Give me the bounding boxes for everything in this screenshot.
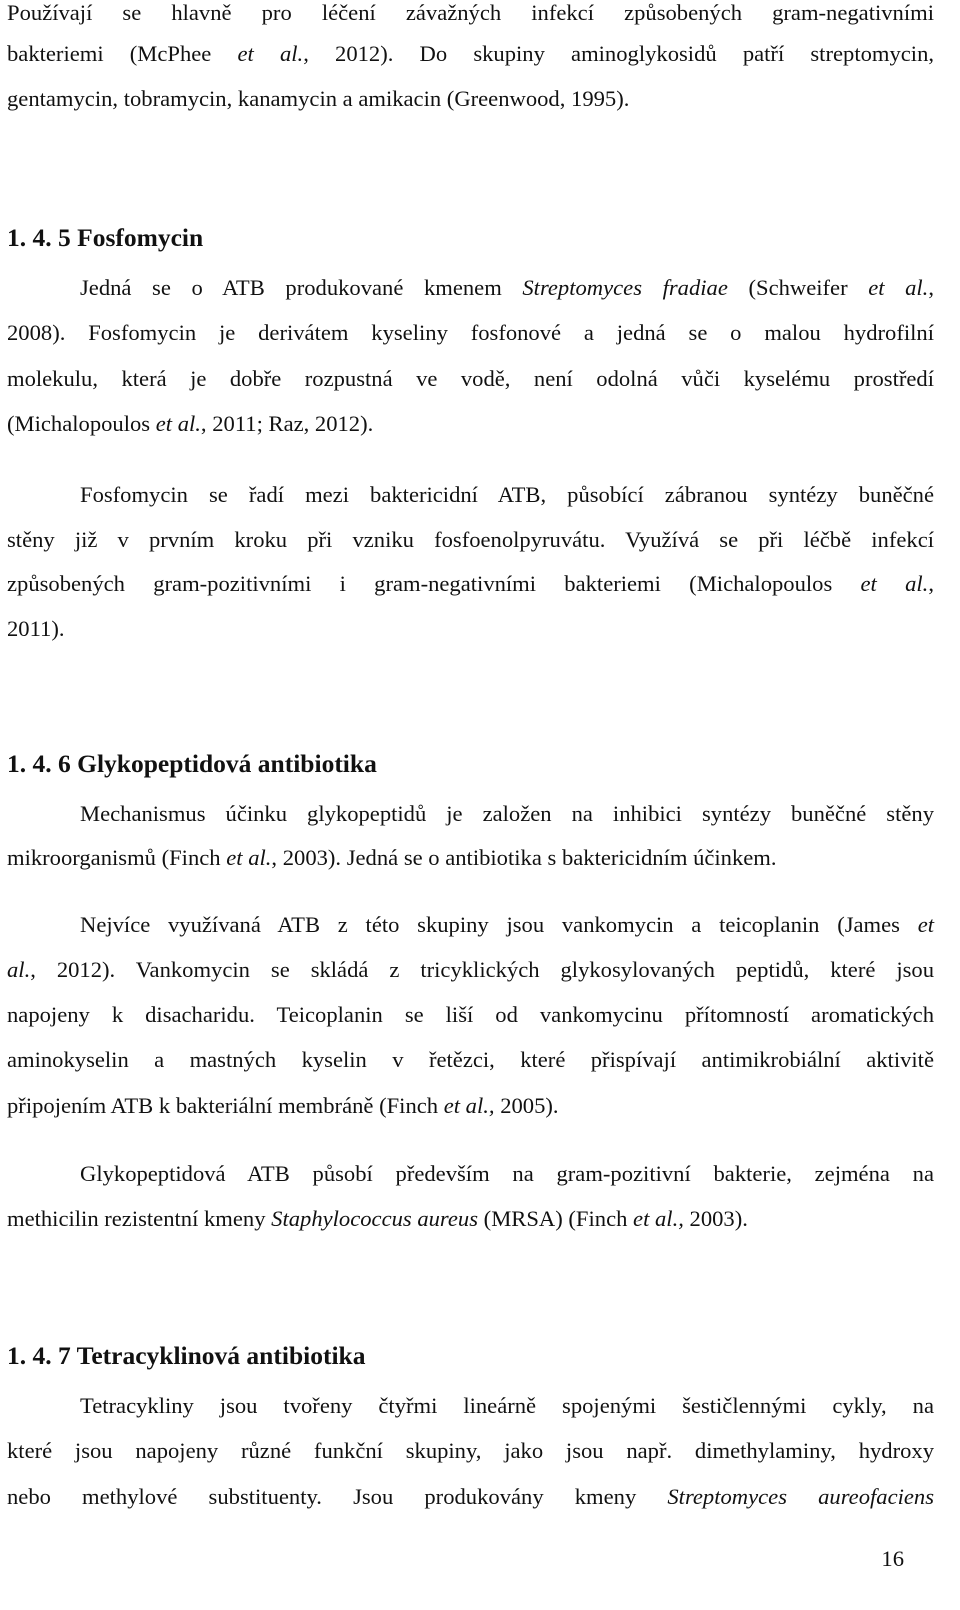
text-line [80,1393,934,1419]
citation-etal: et al. [237,41,304,66]
text: připojením ATB k bakteriální membráně (Finch [7,1093,444,1118]
text: mikroorganismů (Finch [7,845,227,870]
section-heading-glykopeptidova: 1. 4. 6 Glykopeptidová antibiotika [7,749,377,778]
text: 2005). [494,1093,559,1118]
citation-etal: et al., [633,1206,684,1231]
text-line [80,912,934,938]
text-line [7,1002,934,1028]
text: které jsou napojeny různé funkční skupiny, jako jsou např. dimethylaminy, hydroxy [7,1438,934,1463]
text-line [7,1438,934,1464]
text-line [80,275,934,301]
text-line [7,411,934,437]
species-name: Staphylococcus aureus [271,1206,479,1231]
text-line [7,845,934,871]
text: Používají se hlavně pro léčení závažných infekcí způsobených gram-negativními [7,0,934,25]
citation-etal: et al. [226,845,272,870]
text-line [7,957,934,983]
text: , 2011; Raz, 2012). [200,411,374,436]
text: nebo methylové substituenty. Jsou produkovány kmeny [7,1484,668,1509]
text-line [7,86,934,112]
text-line [7,1093,934,1119]
citation-etal: et al., [443,1093,495,1118]
section-heading-tetracyklinova: 1. 4. 7 Tetracyklinová antibiotika [7,1341,366,1370]
text: způsobených gram-pozitivními i gram-negativními bakteriemi (Michalopoulos [7,571,861,596]
text: gentamycin, tobramycin, kanamycin a amikacin (Greenwood, 1995). [7,86,630,111]
text: , [928,275,934,300]
text-line [7,41,934,67]
text: , 2003). Jedná se o antibiotika s baktericidním účinkem. [271,845,777,870]
text: Glykopeptidová ATB působí především na gram-pozitivní bakterie, zejména na [80,1161,934,1186]
text-line [7,616,934,642]
text: Fosfomycin se řadí mezi baktericidní ATB, působící zábranou syntézy buněčné [80,482,934,507]
text: molekulu, která je dobře rozpustná ve vodě, není odolná vůči kyselému prostředí [7,366,934,391]
text-line [7,527,934,553]
text: , [928,571,934,596]
text: Mechanismus účinku glykopeptidů je založen na inhibici syntézy buněčné stěny [80,801,934,826]
text: (MRSA) (Finch [478,1206,634,1231]
text: aminokyselin a mastných kyselin v řetězci, které přispívají antimikrobiální aktivitě [7,1047,934,1072]
text: , 2012). Do skupiny aminoglykosidů patří streptomycin, [303,41,935,66]
citation-etal: et al. [155,411,201,436]
page-number: 16 [881,1546,904,1571]
text-line [7,0,934,26]
text-line [7,1484,934,1510]
citation-etal: et al. [860,571,929,596]
text-line [7,571,934,597]
citation-etal: et al. [868,275,929,300]
text-line [80,801,934,827]
text-line [7,320,934,346]
text: 2011). [7,616,65,641]
text: Jedná se o ATB produkované kmenem [80,275,523,300]
document-page [7,0,934,1610]
text: napojeny k disacharidu. Teicoplanin se liší od vankomycinu přítomností aromatických [7,1002,934,1027]
text: , 2012). Vankomycin se skládá z tricyklických glykosylovaných peptidů, které jsou [30,957,934,982]
text: Nejvíce využívaná ATB z této skupiny jsou vankomycin a teicoplanin (James [80,912,918,937]
text: (Michalopoulos [7,411,156,436]
text: bakteriemi (McPhee [7,41,238,66]
text: stěny již v prvním kroku při vzniku fosfoenolpyruvátu. Využívá se při léčbě infekcí [7,527,934,552]
species-name: Streptomyces aureofaciens [667,1484,934,1509]
text: Tetracykliny jsou tvořeny čtyřmi lineárně spojenými šestičlennými cykly, na [80,1393,934,1418]
text-line [80,482,934,508]
text: methicilin rezistentní kmeny [7,1206,272,1231]
text-line [7,1206,934,1232]
text-line [7,366,934,392]
citation-etal: al. [7,957,31,982]
text: (Schweifer [727,275,869,300]
text-line [7,1047,934,1073]
species-name: Streptomyces fradiae [522,275,728,300]
text: 2003). [683,1206,748,1231]
text: 2008). Fosfomycin je derivátem kyseliny fosfonové a jedná se o malou hydrofilní [7,320,934,345]
citation-etal: et [917,912,934,937]
section-heading-fosfomycin: 1. 4. 5 Fosfomycin [7,223,204,252]
text-line [80,1161,934,1187]
